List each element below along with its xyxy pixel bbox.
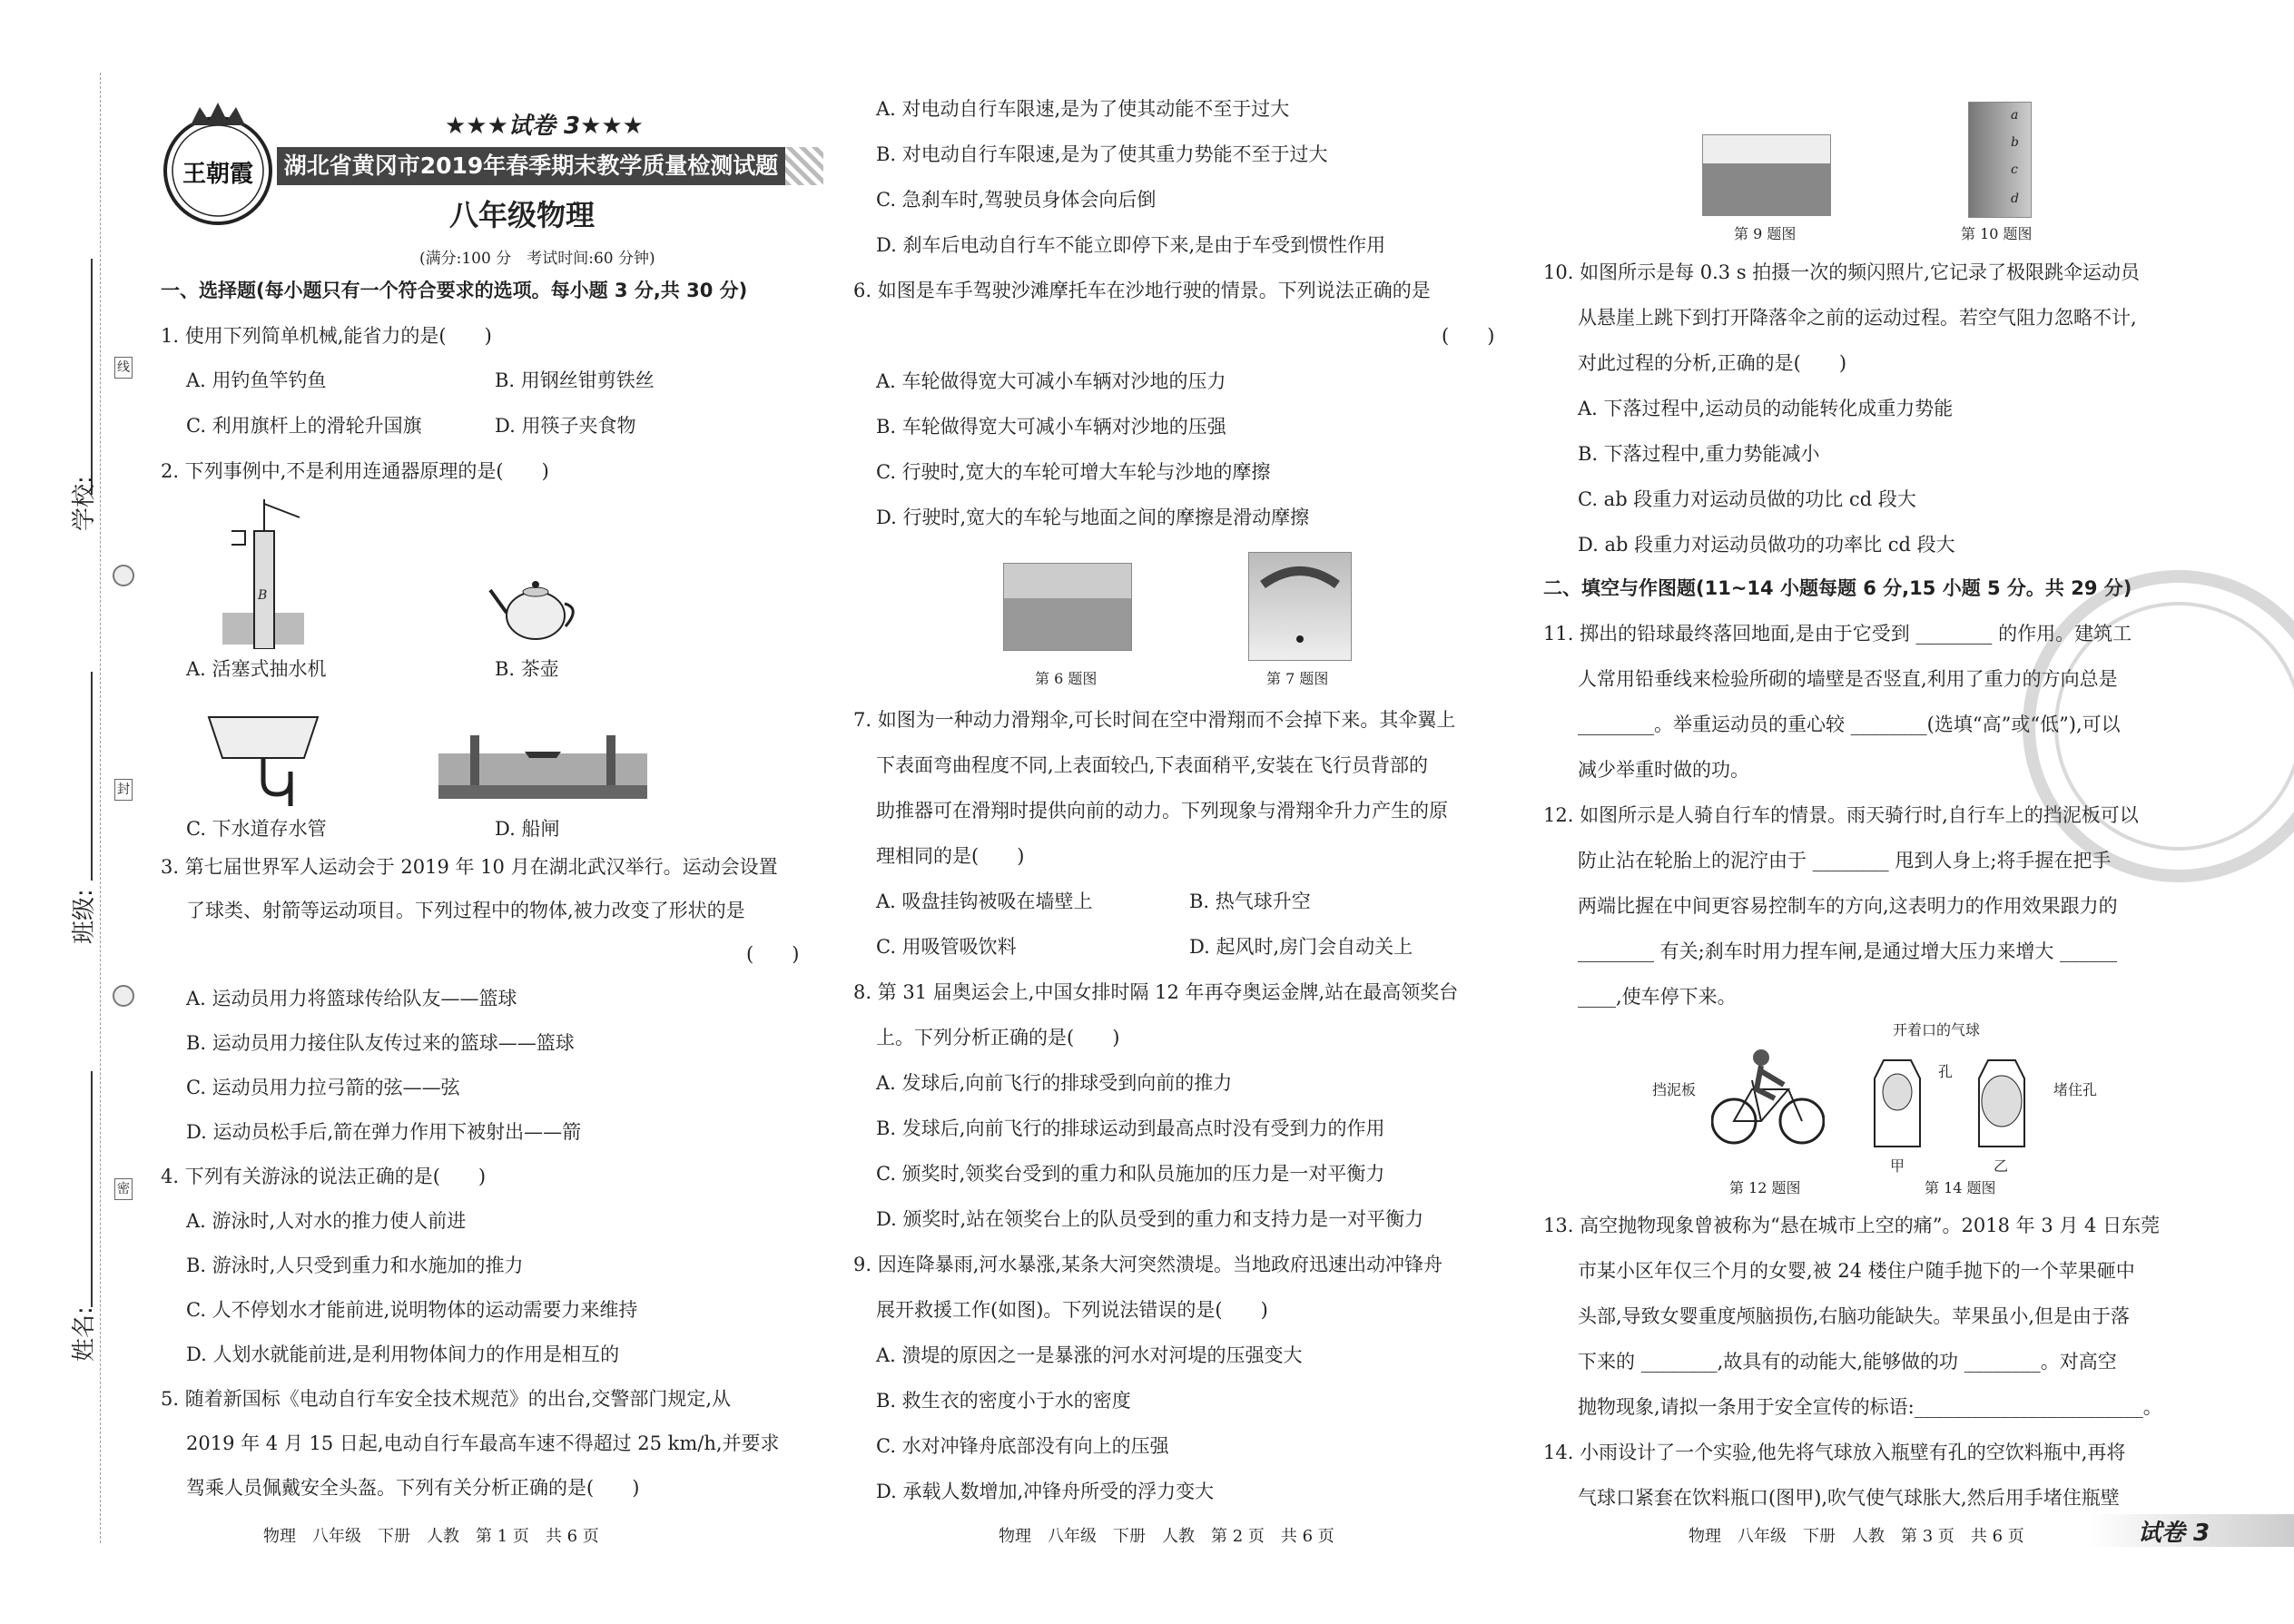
section-heading: 二、填空与作图题(11~14 小题每题 6 分,15 小题 5 分。共 29 分) [1543, 577, 2132, 599]
question-stem: 对此过程的分析,正确的是( ) [1578, 352, 1847, 374]
title-decoration [785, 147, 823, 185]
balloon-label: 开着口的气球 [1893, 1021, 1981, 1038]
question-stem: 气球口紧套在饮料瓶口(图甲),吹气使气球胀大,然后用手堵住瓶壁 [1578, 1487, 2120, 1509]
name-label: 姓名: [71, 1306, 98, 1362]
option: A. 吸盘挂钩被吸在墙壁上 [876, 891, 1093, 912]
question-stem: 2019 年 4 月 15 日起,电动自行车最高车速不得超过 25 km/h,并要求 [186, 1432, 780, 1454]
mudguard-label: 挡泥板 [1652, 1081, 1697, 1098]
option: B. 救生衣的密度小于水的密度 [876, 1390, 1131, 1412]
question-stem: 头部,导致女婴重度颅脑损伤,右脑功能缺失。苹果虽小,但是由于落 [1578, 1305, 2131, 1327]
sink-drain-figure [204, 708, 322, 808]
footer-page-2: 物理 八年级 下册 人教 第 2 页 共 6 页 [999, 1527, 1334, 1546]
option: D. 运动员松手后,箭在弹力作用下被射出——箭 [186, 1121, 582, 1143]
option: A. 用钓鱼竿钓鱼 [186, 369, 327, 391]
option: A. 发球后,向前飞行的排球受到向前的推力 [876, 1072, 1233, 1094]
option: C. ab 段重力对运动员做的功比 cd 段大 [1578, 488, 1916, 510]
ship-lock-figure [434, 726, 652, 803]
binding-line [100, 73, 101, 1543]
teapot-figure [486, 572, 586, 645]
option: B. 用钢丝钳剪铁丝 [495, 369, 655, 391]
option: B. 茶壶 [495, 658, 559, 680]
valve-b-label: B [258, 588, 268, 603]
option: A. 车轮做得宽大可减小车辆对沙地的压力 [876, 370, 1226, 392]
option: D. ab 段重力对运动员做功的功率比 cd 段大 [1578, 534, 1955, 556]
question-stem: 市某小区年仅三个月的女婴,被 24 楼住户随手抛下的一个苹果砸中 [1578, 1260, 2135, 1282]
name-underline [91, 1071, 93, 1307]
question-stem: 理相同的是( ) [876, 845, 1025, 867]
option: B. 运动员用力接住队友传过来的篮球——篮球 [186, 1032, 575, 1054]
skydiver-strobe-photo [1968, 102, 2032, 218]
question-stem: ________ 有关;刹车时用力捏车闸,是通过增大压力来增大 ______ [1578, 940, 2118, 962]
exam-title: 湖北省黄冈市2019年春季期末教学质量检测试题 [277, 147, 785, 185]
seal-mark-seal: 封 [114, 779, 133, 801]
option: C. 水对冲锋舟底部没有向上的压强 [876, 1435, 1169, 1457]
class-underline [91, 672, 93, 881]
figure-caption: 第 7 题图 [1266, 670, 1329, 687]
question-stem: 驾乘人员佩戴安全头盔。下列有关分析正确的是( ) [186, 1477, 640, 1499]
option: C. 行驶时,宽大的车轮可增大车轮与沙地的摩擦 [876, 461, 1271, 483]
option: D. 颁奖时,站在领奖台上的队员受到的重力和支持力是一对平衡力 [876, 1208, 1424, 1230]
question-stem: 13. 高空抛物现象曾被称为“悬在城市上空的痛”。2018 年 3 月 4 日东莞 [1543, 1215, 2161, 1236]
exam-meta: (满分:100 分 考试时间:60 分钟) [419, 250, 655, 268]
option: D. 承载人数增加,冲锋舟所受的浮力变大 [876, 1481, 1215, 1502]
question-stem: 12. 如图所示是人骑自行车的情景。雨天骑行时,自行车上的挡泥板可以 [1543, 804, 2139, 826]
question-stem: 2. 下列事例中,不是利用连通器原理的是( ) [161, 460, 549, 482]
option: C. 用吸管吸饮料 [876, 936, 1017, 958]
point-d-label: d [2011, 192, 2019, 206]
figure-a-label: 甲 [1890, 1157, 1905, 1175]
question-stem: ________。举重运动员的重心较 ________(选填“高”或“低”),可以 [1578, 714, 2121, 735]
bicycle-figure [1711, 1044, 1825, 1148]
figure-b-label: 乙 [1994, 1157, 2009, 1175]
rescue-boat-photo [1702, 134, 1831, 216]
option: B. 对电动自行车限速,是为了使其重力势能不至于过大 [876, 143, 1328, 165]
balloon-bottle-figure [1866, 1042, 2047, 1156]
piston-pump-figure [218, 495, 309, 649]
option: B. 车轮做得宽大可减小车辆对沙地的压强 [876, 416, 1226, 438]
option: C. 利用旗杆上的滑轮升国旗 [186, 415, 422, 437]
answer-bracket: ( ) [746, 943, 800, 965]
seal-mark-secret: 密 [114, 1178, 133, 1200]
question-stem: 抛物现象,请拟一条用于安全宣传的标语:________________________。 [1578, 1396, 2162, 1418]
option: A. 下落过程中,运动员的动能转化成重力势能 [1578, 398, 1954, 419]
footer-paper-tag: 试卷 3 [2138, 1520, 2210, 1547]
question-stem: 6. 如图是车手驾驶沙滩摩托车在沙地行驶的情景。下列说法正确的是 [853, 280, 1431, 301]
question-stem: 助推器可在滑翔时提供向前的动力。下列现象与滑翔伞升力产生的原 [876, 800, 1448, 822]
footer-page-1: 物理 八年级 下册 人教 第 1 页 共 6 页 [263, 1527, 599, 1546]
figure-caption: 第 14 题图 [1925, 1179, 1996, 1196]
publisher-logo [159, 98, 277, 230]
figure-caption: 第 10 题图 [1961, 225, 2033, 242]
question-stem: 上。下列分析正确的是( ) [876, 1027, 1120, 1048]
option: B. 游泳时,人只受到重力和水施加的推力 [186, 1255, 524, 1276]
question-stem: 防止沾在轮胎上的泥泞由于 ________ 甩到人身上;将手握在把手 [1578, 850, 2112, 871]
option: C. 急刹车时,驾驶员身体会向后倒 [876, 189, 1157, 211]
question-stem: 14. 小雨设计了一个实验,他先将气球放入瓶壁有孔的空饮料瓶中,再将 [1543, 1442, 2126, 1463]
plugged-hole-label: 堵住孔 [2053, 1081, 2098, 1098]
option: B. 下落过程中,重力势能减小 [1578, 443, 1820, 465]
option: C. 人不停划水才能前进,说明物体的运动需要力来维持 [186, 1299, 638, 1321]
atv-photo [1003, 563, 1132, 651]
section-heading: 一、选择题(每小题只有一个符合要求的选项。每小题 3 分,共 30 分) [161, 280, 748, 301]
footer-page-3: 物理 八年级 下册 人教 第 3 页 共 6 页 [1689, 1527, 2024, 1546]
option: B. 发球后,向前飞行的排球运动到最高点时没有受到力的作用 [876, 1117, 1385, 1139]
figure-caption: 第 12 题图 [1729, 1179, 1801, 1196]
seal-mark-line: 线 [114, 357, 133, 379]
binder-hole-icon [113, 985, 134, 1007]
school-label: 学校: [71, 476, 98, 531]
option: D. 行驶时,宽大的车轮与地面之间的摩擦是滑动摩擦 [876, 507, 1310, 528]
svg-text:王朝霞: 王朝霞 [182, 161, 254, 188]
question-stem: 11. 掷出的铅球最终落回地面,是由于它受到 ________ 的作用。建筑工 [1543, 623, 2132, 645]
point-a-label: a [2011, 108, 2019, 123]
option: D. 用筷子夹食物 [495, 415, 636, 437]
subject-title: 八年级物理 [449, 198, 596, 232]
option: C. 颁奖时,领奖台受到的重力和队员施加的压力是一对平衡力 [876, 1163, 1385, 1185]
option: D. 人划水就能前进,是利用物体间力的作用是相互的 [186, 1343, 620, 1365]
point-c-label: c [2011, 162, 2018, 177]
point-b-label: b [2011, 135, 2019, 150]
paper-banner: ★★★试卷 3★★★ [445, 113, 644, 140]
question-stem: 3. 第七届世界军人运动会于 2019 年 10 月在湖北武汉举行。运动会设置 [161, 856, 778, 878]
binder-hole-icon [113, 565, 134, 586]
paraglider-photo [1248, 552, 1352, 661]
figure-caption: 第 9 题图 [1734, 225, 1797, 242]
question-stem: 4. 下列有关游泳的说法正确的是( ) [161, 1166, 487, 1187]
question-stem: 两端比握在中间更容易控制车的方向,这表明力的作用效果跟力的 [1578, 895, 2118, 917]
option: A. 运动员用力将篮球传给队友——篮球 [186, 988, 517, 1009]
question-stem: ____,使车停下来。 [1578, 986, 1737, 1008]
hole-label: 孔 [1938, 1063, 1954, 1080]
question-stem: 了球类、射箭等运动项目。下列过程中的物体,被力改变了形状的是 [186, 900, 745, 921]
question-stem: 1. 使用下列简单机械,能省力的是( ) [161, 325, 492, 347]
question-stem: 减少举重时做的功。 [1578, 759, 1749, 781]
option: B. 热气球升空 [1189, 891, 1311, 912]
question-stem: 5. 随着新国标《电动自行车安全技术规范》的出台,交警部门规定,从 [161, 1388, 732, 1410]
question-stem: 7. 如图为一种动力滑翔伞,可长时间在空中滑翔而不会掉下来。其伞翼上 [853, 709, 1456, 731]
option: C. 下水道存水管 [186, 818, 327, 840]
option: D. 起风时,房门会自动关上 [1189, 936, 1413, 958]
question-stem: 人常用铅垂线来检验所砌的墙壁是否竖直,利用了重力的方向总是 [1578, 668, 2118, 690]
figure-caption: 第 6 题图 [1035, 670, 1098, 687]
option: A. 活塞式抽水机 [186, 658, 327, 680]
option: D. 船闸 [495, 818, 560, 840]
question-stem: 展开救援工作(如图)。下列说法错误的是( ) [876, 1299, 1268, 1321]
question-stem: 下表面弯曲程度不同,上表面较凸,下表面稍平,安装在飞行员背部的 [876, 754, 1429, 776]
option: C. 运动员用力拉弓箭的弦——弦 [186, 1077, 460, 1098]
class-label: 班级: [71, 889, 98, 944]
option: A. 对电动自行车限速,是为了使其动能不至于过大 [876, 98, 1290, 120]
option: A. 游泳时,人对水的推力使人前进 [186, 1210, 467, 1232]
option: D. 刹车后电动自行车不能立即停下来,是由于车受到惯性作用 [876, 234, 1386, 256]
question-stem: 从悬崖上跳下到打开降落伞之前的运动过程。若空气阻力忽略不计, [1578, 307, 2137, 329]
school-underline [91, 259, 93, 495]
question-stem: 9. 因连降暴雨,河水暴涨,某条大河突然溃堤。当地政府迅速出动冲锋舟 [853, 1254, 1443, 1275]
answer-bracket: ( ) [1442, 325, 1495, 347]
question-stem: 8. 第 31 届奥运会上,中国女排时隔 12 年再夺奥运金牌,站在最高领奖台 [853, 981, 1459, 1003]
question-stem: 10. 如图所示是每 0.3 s 拍摄一次的频闪照片,它记录了极限跳伞运动员 [1543, 261, 2140, 283]
question-stem: 下来的 ________,故具有的动能大,能够做的功 ________。对高空 [1578, 1351, 2117, 1373]
seal-watermark [2006, 563, 2294, 890]
option: A. 溃堤的原因之一是暴涨的河水对河堤的压强变大 [876, 1344, 1303, 1366]
